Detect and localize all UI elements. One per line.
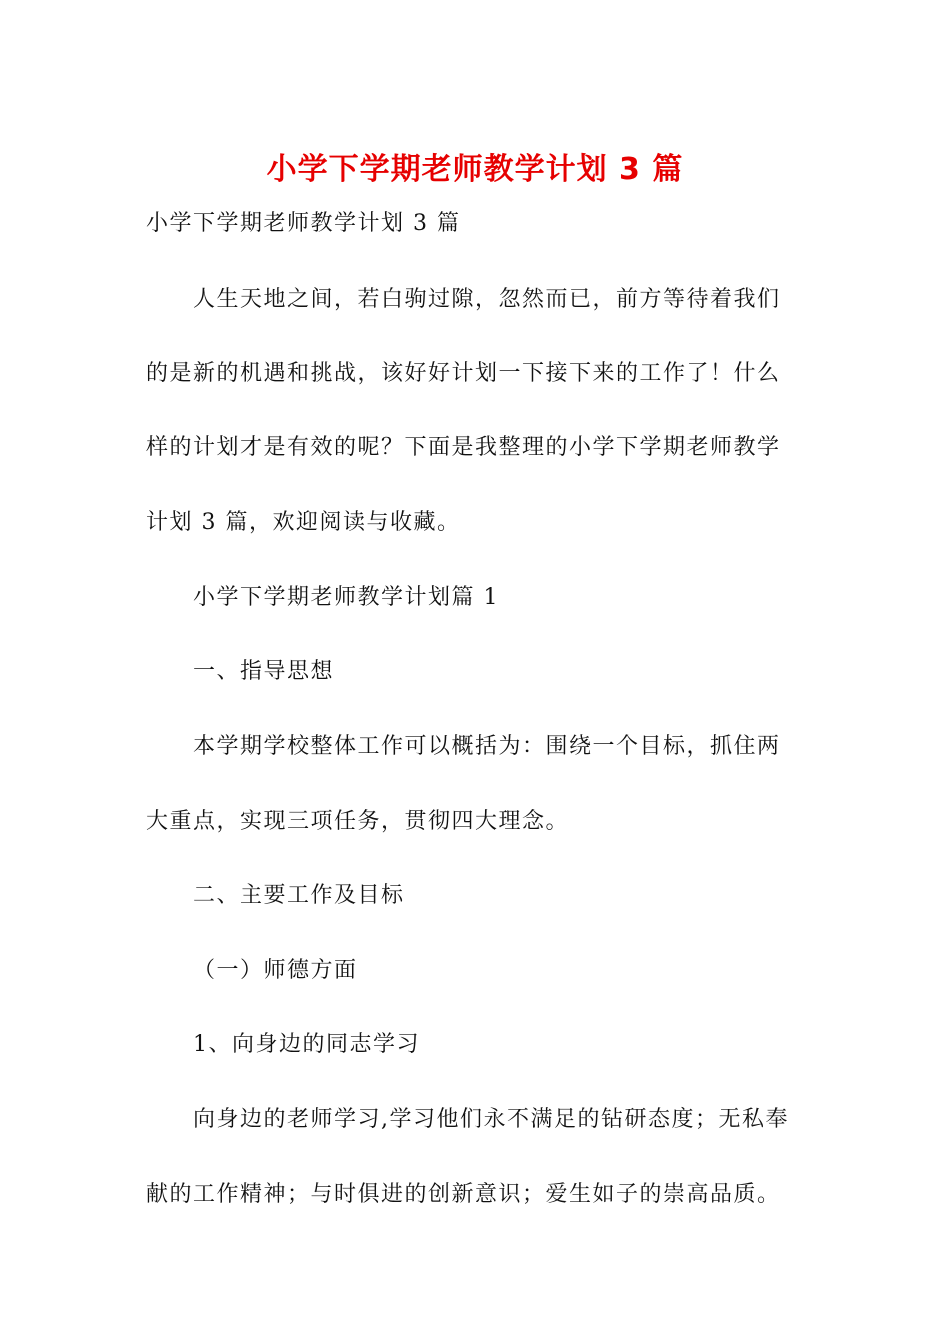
heading-guiding-thought: 一、指导思想 xyxy=(193,659,335,684)
document-title: 小学下学期老师教学计划 3 篇 xyxy=(266,152,684,187)
heading-main-work: 二、主要工作及目标 xyxy=(193,883,405,908)
section-heading-plan-1: 小学下学期老师教学计划篇 1 xyxy=(193,585,499,610)
paragraph-line-1: 本学期学校整体工作可以概括为：围绕一个目标，抓住两 xyxy=(193,734,781,759)
subtitle-line: 小学下学期老师教学计划 3 篇 xyxy=(146,211,461,236)
paragraph-line-2: 大重点，实现三项任务，贯彻四大理念。 xyxy=(146,809,570,834)
intro-line-4: 计划 3 篇，欢迎阅读与收藏。 xyxy=(146,510,461,535)
paragraph-line-3: 向身边的老师学习,学习他们永不满足的钻研态度；无私奉 xyxy=(193,1107,789,1132)
paragraph-line-4: 献的工作精神；与时俱进的创新意识；爱生如子的崇高品质。 xyxy=(146,1182,781,1207)
intro-line-2: 的是新的机遇和挑战，该好好计划一下接下来的工作了！什么 xyxy=(146,361,781,386)
heading-learn-from-colleagues: 1、向身边的同志学习 xyxy=(193,1032,420,1057)
heading-teacher-ethics: （一）师德方面 xyxy=(193,958,358,983)
intro-line-3: 样的计划才是有效的呢？下面是我整理的小学下学期老师教学 xyxy=(146,435,781,460)
intro-line-1: 人生天地之间，若白驹过隙，忽然而已，前方等待着我们 xyxy=(193,287,781,312)
